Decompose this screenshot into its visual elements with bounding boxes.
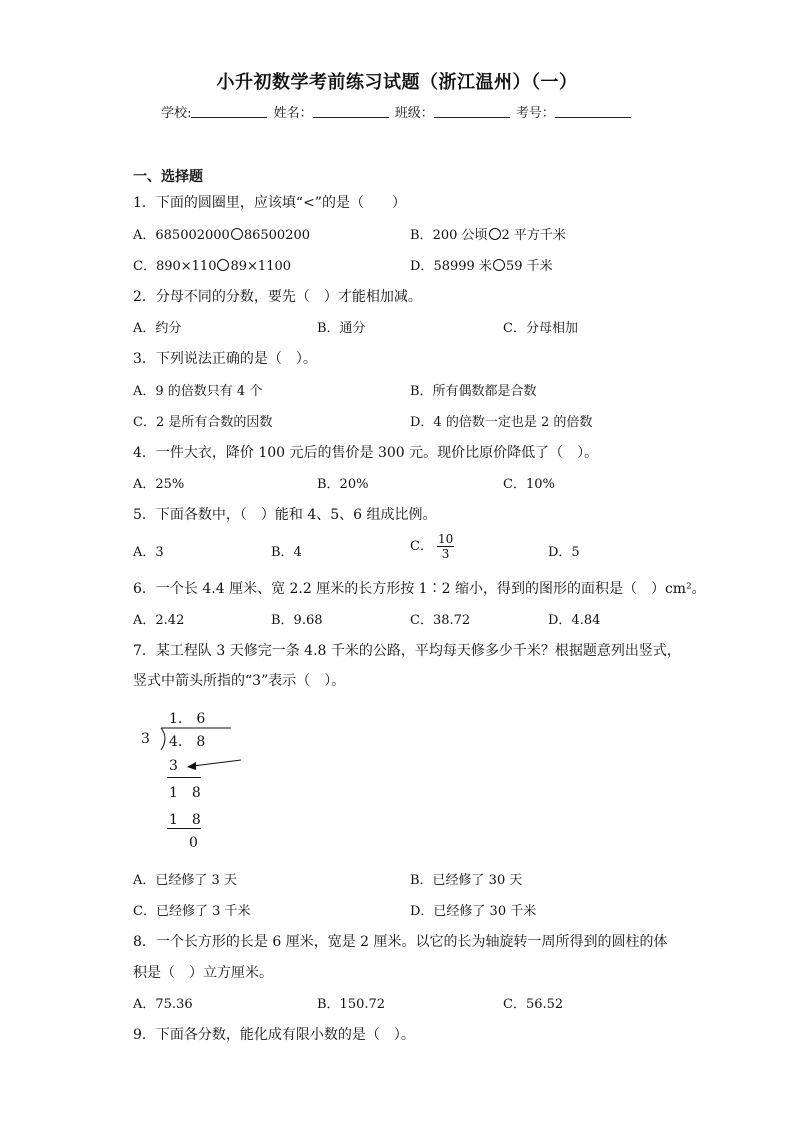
question-6-option-b[interactable]: B．9.68 [271, 613, 323, 628]
long-division-figure [135, 700, 265, 860]
question-2-option-a[interactable]: A．约分 [133, 321, 182, 336]
question-7-option-b[interactable]: B．已经修了 30 天 [410, 873, 523, 888]
question-8-option-a[interactable]: A．75.36 [133, 997, 193, 1012]
option-letter: A． [133, 228, 156, 243]
option-letter: C． [133, 259, 156, 274]
division-step2: 1 8 [169, 785, 201, 801]
question-3-stem: 3．下列说法正确的是（ ）。 [133, 351, 317, 367]
question-8-option-c[interactable]: C．56.52 [503, 997, 564, 1012]
division-divisor: 3 [141, 731, 150, 747]
class-label: 班级： [394, 106, 434, 121]
division-dividend: 4. 8 [169, 734, 206, 750]
question-5-option-d[interactable]: D．5 [548, 545, 580, 560]
question-1-option-c[interactable] [133, 255, 291, 274]
question-6-option-d[interactable]: D．4.84 [548, 613, 601, 628]
division-step3: 1 8 [169, 812, 201, 828]
question-7-option-a[interactable]: A．已经修了 3 天 [133, 873, 237, 888]
compare-left: 200 公顷 [432, 228, 488, 243]
name-label: 姓名： [273, 106, 313, 121]
question-3-option-d[interactable]: D．4 的倍数一定也是 2 的倍数 [410, 415, 593, 430]
question-1-option-a[interactable] [133, 224, 310, 243]
question-4-option-c[interactable]: C．10% [503, 477, 555, 492]
compare-right: 86500200 [243, 228, 311, 243]
question-5-stem: 5．下面各数中，（ ）能和 4、5、6 组成比例。 [133, 507, 437, 523]
question-7-stem-line2: 竖式中箭头所指的“3”表示（ ）。 [133, 673, 346, 689]
compare-circle-icon [489, 228, 501, 240]
question-4-option-b[interactable]: B．20% [317, 477, 369, 492]
name-blank[interactable] [313, 105, 389, 118]
question-2-option-c[interactable]: C．分母相加 [503, 321, 578, 336]
section-title: 一、选择题 [133, 169, 203, 185]
question-6-option-c[interactable]: C．38.72 [410, 613, 471, 628]
option-letter: D． [410, 259, 434, 274]
question-4-stem: 4．一件大衣，降价 100 元后的售价是 300 元。现价比原价降低了（ ）。 [133, 445, 599, 461]
compare-circle-icon [217, 259, 229, 271]
question-8-stem-line2: 积是（ ）立方厘米。 [133, 965, 273, 981]
compare-right: 89×1100 [230, 259, 292, 274]
question-8-option-b[interactable]: B．150.72 [317, 997, 386, 1012]
division-line-1 [167, 777, 201, 778]
question-1-option-d[interactable] [410, 255, 553, 274]
student-info-line [0, 102, 794, 121]
compare-circle-icon [493, 259, 505, 271]
question-5-option-b[interactable]: B．4 [271, 545, 302, 560]
compare-right: 59 千米 [505, 259, 553, 274]
school-blank[interactable] [191, 105, 267, 118]
compare-circle-icon [231, 228, 243, 240]
question-6-option-a[interactable]: A．2.42 [133, 613, 185, 628]
question-2-stem: 2．分母不同的分数，要先（ ）才能相加减。 [133, 289, 422, 305]
question-2-option-b[interactable]: B．通分 [317, 321, 366, 336]
question-7-option-d[interactable]: D．已经修了 30 千米 [410, 904, 537, 919]
question-5-option-a[interactable]: A．3 [133, 545, 164, 560]
school-label: 学校: [161, 106, 192, 121]
compare-left: 890×110 [155, 259, 217, 274]
exam-no-blank[interactable] [555, 105, 631, 118]
fraction-denominator: 3 [441, 547, 450, 561]
question-1-option-b[interactable] [410, 224, 566, 243]
arrow-left-icon [185, 756, 245, 772]
division-remainder: 0 [189, 835, 198, 851]
compare-left: 58999 米 [433, 259, 492, 274]
question-4-option-a[interactable]: A．25% [133, 477, 185, 492]
question-3-option-a[interactable]: A．9 的倍数只有 4 个 [133, 384, 263, 399]
compare-left: 685002000 [155, 228, 230, 243]
fraction [437, 532, 454, 561]
fraction-numerator: 10 [437, 532, 454, 546]
question-7-stem-line1: 7．某工程队 3 天修完一条 4.8 千米的公路，平均每天修多少千米？根据题意列出竖式， [133, 643, 681, 659]
division-line-2 [167, 828, 201, 829]
question-5-option-c[interactable] [410, 532, 454, 561]
question-3-option-c[interactable]: C．2 是所有合数的因数 [133, 415, 273, 430]
page-title: 小升初数学考前练习试题（浙江温州）（一） [216, 72, 578, 93]
compare-right: 2 平方千米 [501, 228, 566, 243]
question-9-stem: 9．下面各分数，能化成有限小数的是（ ）。 [133, 1027, 415, 1043]
exam-no-label: 考号： [515, 106, 555, 121]
division-step1: 3 [169, 758, 178, 774]
option-letter: B． [410, 228, 433, 243]
division-quotient: 1. 6 [169, 711, 206, 727]
question-8-stem-line1: 8．一个长方形的长是 6 厘米，宽是 2 厘米。以它的长为轴旋转一周所得到的圆柱的体 [133, 934, 668, 950]
class-blank[interactable] [434, 105, 510, 118]
question-7-option-c[interactable]: C．已经修了 3 千米 [133, 904, 251, 919]
option-letter: C． [410, 539, 433, 554]
question-6-stem: 6．一个长 4.4 厘米、宽 2.2 厘米的长方形按 1∶2 缩小，得到的图形的面积是（ ）cm²。 [133, 581, 706, 597]
question-1-stem: 1．下面的圆圈里，应该填“<”的是（ ） [133, 195, 406, 211]
question-3-option-b[interactable]: B．所有偶数都是合数 [410, 384, 537, 399]
